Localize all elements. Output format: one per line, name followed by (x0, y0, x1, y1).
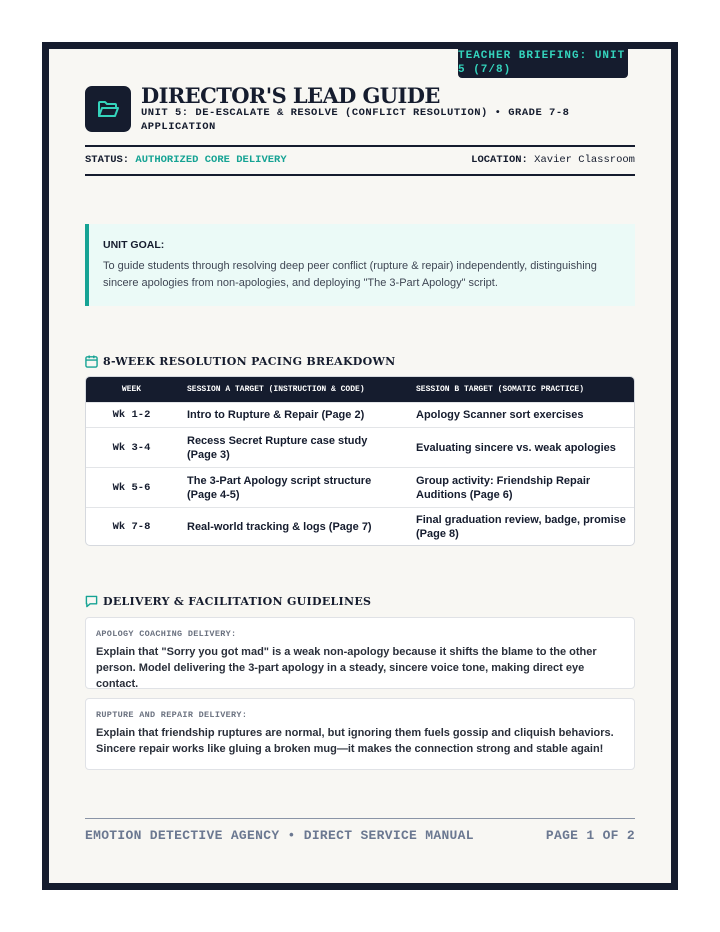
top-rule (85, 145, 635, 147)
chat-bubble-icon (85, 595, 98, 608)
pacing-heading-text: 8-WEEK RESOLUTION PACING BREAKDOWN (103, 355, 396, 368)
session-b-cell: Apology Scanner sort exercises (416, 409, 584, 421)
status-value: AUTHORIZED CORE DELIVERY (135, 154, 287, 166)
session-b-cell: Evaluating sincere vs. weak apologies (416, 441, 616, 454)
week-cell: Wk 5-6 (112, 481, 151, 494)
footer-page-number: PAGE 1 OF 2 (545, 828, 635, 843)
session-a-cell: Intro to Rupture & Repair (Page 2) (187, 409, 365, 421)
table-header (86, 377, 634, 402)
table-row (86, 402, 634, 427)
unit-goal-box (85, 224, 635, 306)
session-a-cell: The 3-Part Apology script structure (Page 4-5) (187, 474, 372, 501)
folder-open-icon (96, 97, 120, 121)
footer-rule (85, 818, 635, 819)
table-row (86, 467, 634, 507)
session-b-cell: Group activity: Friendship Repair Auditions (Page 6) (416, 474, 591, 501)
logo-badge (85, 86, 131, 132)
page-title: DIRECTOR'S LEAD GUIDE (141, 83, 440, 108)
week-cell: Wk 3-4 (112, 441, 151, 454)
guidelines-heading (85, 595, 371, 608)
guideline-card-text: Explain that friendship ruptures are normal, but ignoring them fuels gossip and cliquish behaviors. Sincere repair works like gluing a broken mug—it makes the connection strong and stable again! (96, 727, 614, 755)
guidelines-heading-text: DELIVERY & FACILITATION GUIDELINES (103, 595, 372, 608)
calendar-icon (85, 355, 98, 368)
session-b-cell: Final graduation review, badge, promise (Page 8) (416, 513, 626, 540)
guideline-card (85, 698, 635, 770)
location-value: Xavier Classroom (534, 154, 635, 166)
col-session-a: SESSION A TARGET (INSTRUCTION & CODE) (187, 385, 365, 394)
page-subtitle: UNIT 5: DE-ESCALATE & RESOLVE (CONFLICT RESOLUTION) • GRADE 7-8 APPLICATION (141, 107, 570, 133)
guideline-card-title: APOLOGY COACHING DELIVERY: (96, 629, 237, 639)
guideline-card-title: RUPTURE AND REPAIR DELIVERY: (96, 710, 248, 720)
col-session-b: SESSION B TARGET (SOMATIC PRACTICE) (416, 385, 585, 394)
location-line (471, 154, 635, 166)
week-cell: Wk 1-2 (112, 409, 151, 421)
location-label: LOCATION: (471, 154, 528, 166)
status-line (85, 154, 287, 166)
unit-goal-heading: UNIT GOAL: (103, 239, 165, 251)
guideline-card-text: Explain that "Sorry you got mad" is a weak non-apology because it shifts the blame to the other person. Model delivering the 3-part apology in a steady, sincere voice tone, making direct eye contact. (96, 646, 597, 690)
session-a-cell: Recess Secret Rupture case study (Page 3) (187, 434, 368, 461)
guideline-card (85, 617, 635, 689)
table-row (86, 507, 634, 545)
bottom-rule (85, 174, 635, 176)
briefing-tab: TEACHER BRIEFING: UNIT 5 (7/8) (458, 49, 628, 78)
week-cell: Wk 7-8 (112, 520, 151, 533)
unit-goal-text: To guide students through resolving deep peer conflict (rupture & repair) independently, distinguishing sincere apologies from non-apologies, and deploying "The 3-Part Apology" script. (103, 260, 597, 289)
col-week: WEEK (121, 385, 142, 394)
pacing-table (85, 376, 635, 546)
table-row (86, 427, 634, 467)
pacing-heading (85, 355, 396, 368)
footer-manual-name: EMOTION DETECTIVE AGENCY • DIRECT SERVICE MANUAL (85, 828, 474, 843)
status-label: STATUS: (85, 154, 130, 166)
session-a-cell: Real-world tracking & logs (Page 7) (187, 520, 372, 533)
